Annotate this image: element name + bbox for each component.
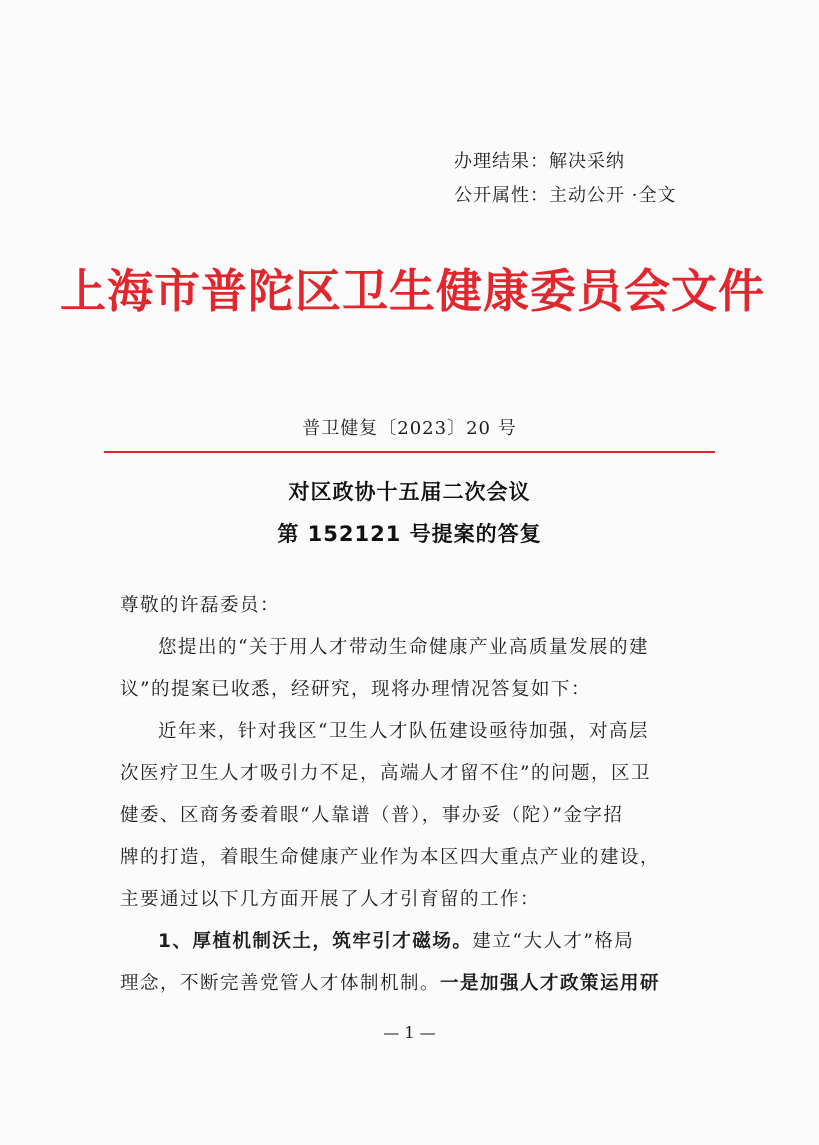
- page-number: — 1 —: [383, 1023, 436, 1042]
- body-line: 您提出的“关于用人才带动生命健康产业高质量发展的建: [158, 637, 649, 658]
- document-title-line2: 第 152121 号提案的答复: [277, 522, 542, 546]
- handling-result: 办理结果：解决采纳: [454, 151, 625, 172]
- document-number: 普卫健复〔2023〕20 号: [302, 418, 517, 439]
- red-divider-line: [104, 451, 715, 453]
- item1-heading: 1、厚植机制沃土，筑牢引才磁场。: [158, 931, 473, 952]
- body-line: 次医疗卫生人才吸引力不足，高端人才留不住”的问题，区卫: [120, 763, 651, 784]
- body-line: 牌的打造，着眼生命健康产业作为本区四大重点产业的建设，: [120, 847, 661, 868]
- item1-line2: [120, 975, 700, 994]
- item1-line2-emphasis: 一是加强人才政策运用研: [440, 973, 661, 994]
- item1-text: 建立“大人才”格局: [472, 931, 635, 952]
- body-line: 近年来，针对我区“卫生人才队伍建设亟待加强，对高层: [158, 721, 649, 742]
- document-title-line1: 对区政协十五届二次会议: [288, 480, 531, 504]
- body-line: 议”的提案已收悉，经研究，现将办理情况答复如下：: [120, 679, 591, 700]
- item1-line: [158, 933, 700, 952]
- item1-line2-text: 理念，不断完善党管人才体制机制。: [120, 973, 441, 994]
- disclosure-attribute: 公开属性：主动公开 ·全文: [454, 185, 677, 206]
- agency-masthead: 上海市普陀区卫生健康委员会文件: [60, 264, 765, 318]
- salutation: 尊敬的许磊委员：: [120, 595, 281, 616]
- body-line: 健委、区商务委着眼“人靠谱（普），事办妥（陀）”金字招: [120, 805, 624, 826]
- body-line: 主要通过以下几方面开展了人才引育留的工作：: [120, 889, 541, 910]
